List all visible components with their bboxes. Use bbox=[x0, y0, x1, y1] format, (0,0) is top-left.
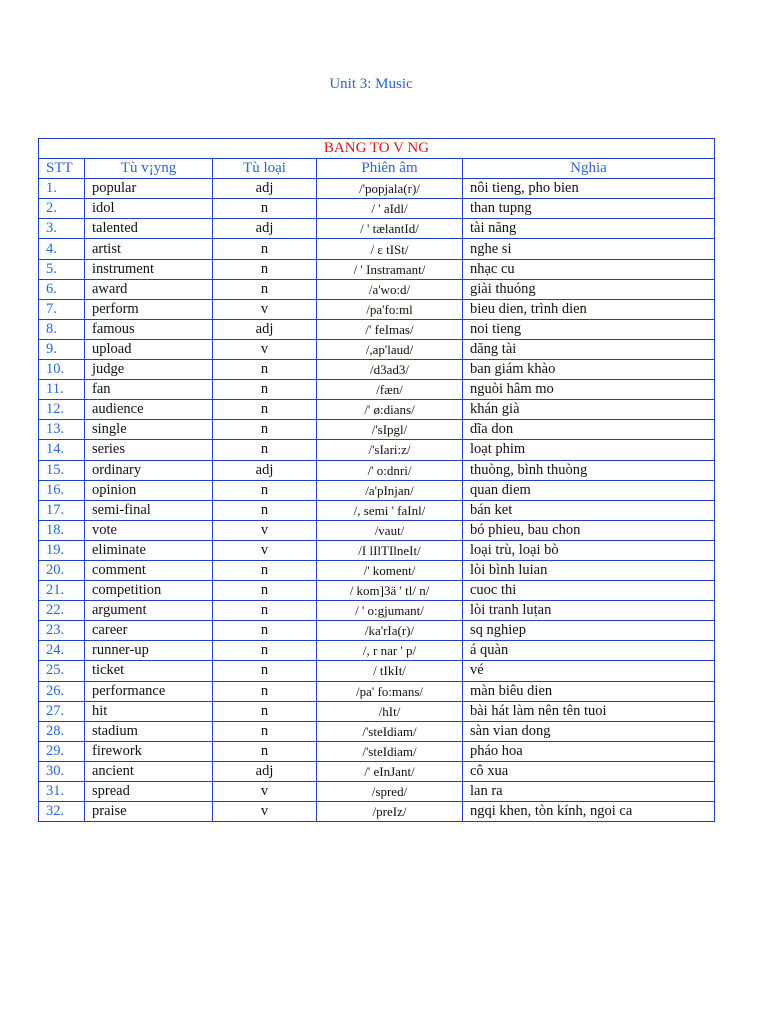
part-of-speech: adj bbox=[213, 179, 317, 199]
table-row bbox=[39, 701, 715, 721]
table-row bbox=[39, 560, 715, 580]
row-number: 2. bbox=[39, 199, 85, 219]
table-row bbox=[39, 480, 715, 500]
table-row bbox=[39, 219, 715, 239]
vocabulary-table bbox=[38, 138, 715, 822]
phonetic: /'steIdiam/ bbox=[317, 741, 463, 761]
table-row bbox=[39, 420, 715, 440]
row-number: 30. bbox=[39, 761, 85, 781]
phonetic: /spred/ bbox=[317, 782, 463, 802]
part-of-speech: v bbox=[213, 802, 317, 822]
phonetic: / ' aIdl/ bbox=[317, 199, 463, 219]
row-number: 6. bbox=[39, 279, 85, 299]
row-number: 11. bbox=[39, 380, 85, 400]
part-of-speech: adj bbox=[213, 319, 317, 339]
meaning: tài năng bbox=[463, 219, 715, 239]
meaning: sq nghiep bbox=[463, 621, 715, 641]
vocab-word: popular bbox=[85, 179, 213, 199]
part-of-speech: v bbox=[213, 299, 317, 319]
meaning: bài hát làm nên tên tuoi bbox=[463, 701, 715, 721]
row-number: 4. bbox=[39, 239, 85, 259]
meaning: dĩa don bbox=[463, 420, 715, 440]
meaning: lan ra bbox=[463, 782, 715, 802]
vocab-word: perform bbox=[85, 299, 213, 319]
phonetic: /a'wo:d/ bbox=[317, 279, 463, 299]
phonetic: /' ø:dians/ bbox=[317, 400, 463, 420]
row-number: 23. bbox=[39, 621, 85, 641]
meaning: vé bbox=[463, 661, 715, 681]
row-number: 10. bbox=[39, 360, 85, 380]
row-number: 29. bbox=[39, 741, 85, 761]
vocab-word: spread bbox=[85, 782, 213, 802]
phonetic: /d3ad3/ bbox=[317, 360, 463, 380]
header-ipa: Phiên âm bbox=[317, 159, 463, 179]
phonetic: /I lIlTIlneIt/ bbox=[317, 540, 463, 560]
meaning: loạt phim bbox=[463, 440, 715, 460]
vocab-word: ancient bbox=[85, 761, 213, 781]
row-number: 13. bbox=[39, 420, 85, 440]
vocab-word: series bbox=[85, 440, 213, 460]
row-number: 14. bbox=[39, 440, 85, 460]
table-row bbox=[39, 239, 715, 259]
meaning: bán ket bbox=[463, 500, 715, 520]
table-title-row bbox=[39, 139, 715, 159]
phonetic: / ' o:gjumant/ bbox=[317, 601, 463, 621]
vocab-word: artist bbox=[85, 239, 213, 259]
row-number: 16. bbox=[39, 480, 85, 500]
meaning: khán già bbox=[463, 400, 715, 420]
table-row bbox=[39, 601, 715, 621]
phonetic: /'popjala(r)/ bbox=[317, 179, 463, 199]
vocab-word: eliminate bbox=[85, 540, 213, 560]
meaning: pháo hoa bbox=[463, 741, 715, 761]
part-of-speech: n bbox=[213, 500, 317, 520]
meaning: dăng tài bbox=[463, 339, 715, 359]
phonetic: /a'pInjan/ bbox=[317, 480, 463, 500]
phonetic: /, r nar ' p/ bbox=[317, 641, 463, 661]
row-number: 7. bbox=[39, 299, 85, 319]
part-of-speech: n bbox=[213, 621, 317, 641]
row-number: 22. bbox=[39, 601, 85, 621]
table-row bbox=[39, 279, 715, 299]
vocab-word: fan bbox=[85, 380, 213, 400]
table-row bbox=[39, 540, 715, 560]
part-of-speech: n bbox=[213, 259, 317, 279]
table-header-row bbox=[39, 159, 715, 179]
phonetic: /,ap'laud/ bbox=[317, 339, 463, 359]
row-number: 20. bbox=[39, 560, 85, 580]
vocab-word: audience bbox=[85, 400, 213, 420]
phonetic: /' eInJant/ bbox=[317, 761, 463, 781]
row-number: 31. bbox=[39, 782, 85, 802]
table-row bbox=[39, 641, 715, 661]
part-of-speech: n bbox=[213, 360, 317, 380]
part-of-speech: n bbox=[213, 581, 317, 601]
part-of-speech: n bbox=[213, 199, 317, 219]
vocab-word: performance bbox=[85, 681, 213, 701]
header-word: Tù v¡yng bbox=[85, 159, 213, 179]
vocab-word: talented bbox=[85, 219, 213, 239]
page-title: Unit 3: Music bbox=[329, 76, 413, 92]
part-of-speech: n bbox=[213, 440, 317, 460]
table-row bbox=[39, 299, 715, 319]
table-row bbox=[39, 360, 715, 380]
table-row bbox=[39, 741, 715, 761]
vocab-word: firework bbox=[85, 741, 213, 761]
row-number: 28. bbox=[39, 721, 85, 741]
table-row bbox=[39, 802, 715, 822]
vocab-word: semi-final bbox=[85, 500, 213, 520]
vocab-word: instrument bbox=[85, 259, 213, 279]
meaning: thuòng, bình thuòng bbox=[463, 460, 715, 480]
meaning: nguòi hâm mo bbox=[463, 380, 715, 400]
phonetic: / kom]3ä ' tl/ n/ bbox=[317, 581, 463, 601]
phonetic: /'sIari:z/ bbox=[317, 440, 463, 460]
row-number: 3. bbox=[39, 219, 85, 239]
vocab-word: opinion bbox=[85, 480, 213, 500]
vocab-word: ordinary bbox=[85, 460, 213, 480]
part-of-speech: n bbox=[213, 560, 317, 580]
meaning: cuoc thi bbox=[463, 581, 715, 601]
vocab-word: upload bbox=[85, 339, 213, 359]
row-number: 5. bbox=[39, 259, 85, 279]
part-of-speech: n bbox=[213, 400, 317, 420]
meaning: than tupng bbox=[463, 199, 715, 219]
phonetic: /' o:dnri/ bbox=[317, 460, 463, 480]
row-number: 18. bbox=[39, 520, 85, 540]
vocab-word: judge bbox=[85, 360, 213, 380]
row-number: 32. bbox=[39, 802, 85, 822]
table-row bbox=[39, 782, 715, 802]
table-row bbox=[39, 440, 715, 460]
table-row bbox=[39, 319, 715, 339]
phonetic: /' feImas/ bbox=[317, 319, 463, 339]
vocab-word: career bbox=[85, 621, 213, 641]
vocab-word: runner-up bbox=[85, 641, 213, 661]
table-row bbox=[39, 380, 715, 400]
table-row bbox=[39, 179, 715, 199]
vocab-word: argument bbox=[85, 601, 213, 621]
part-of-speech: n bbox=[213, 741, 317, 761]
vocab-word: praise bbox=[85, 802, 213, 822]
phonetic: /ka'rIa(r)/ bbox=[317, 621, 463, 641]
part-of-speech: n bbox=[213, 701, 317, 721]
meaning: quan diem bbox=[463, 480, 715, 500]
meaning: bieu dien, trình dien bbox=[463, 299, 715, 319]
phonetic: /pa' fo:mans/ bbox=[317, 681, 463, 701]
table-row bbox=[39, 621, 715, 641]
phonetic: /'sIpgl/ bbox=[317, 420, 463, 440]
vocab-word: comment bbox=[85, 560, 213, 580]
meaning: cô xua bbox=[463, 761, 715, 781]
meaning: bó phieu, bau chon bbox=[463, 520, 715, 540]
part-of-speech: n bbox=[213, 641, 317, 661]
meaning: loại trù, loại bò bbox=[463, 540, 715, 560]
table-row bbox=[39, 681, 715, 701]
phonetic: / ' Instramant/ bbox=[317, 259, 463, 279]
table-row bbox=[39, 520, 715, 540]
part-of-speech: n bbox=[213, 661, 317, 681]
phonetic: / tIkIt/ bbox=[317, 661, 463, 681]
table-row bbox=[39, 199, 715, 219]
vocab-word: award bbox=[85, 279, 213, 299]
vocab-word: competition bbox=[85, 581, 213, 601]
row-number: 27. bbox=[39, 701, 85, 721]
meaning: nhạc cu bbox=[463, 259, 715, 279]
phonetic: /vaut/ bbox=[317, 520, 463, 540]
table-row bbox=[39, 400, 715, 420]
row-number: 19. bbox=[39, 540, 85, 560]
row-number: 17. bbox=[39, 500, 85, 520]
vocab-word: vote bbox=[85, 520, 213, 540]
phonetic: /preIz/ bbox=[317, 802, 463, 822]
table-row bbox=[39, 259, 715, 279]
phonetic: /, semi ' faInl/ bbox=[317, 500, 463, 520]
phonetic: /hIt/ bbox=[317, 701, 463, 721]
row-number: 1. bbox=[39, 179, 85, 199]
part-of-speech: v bbox=[213, 540, 317, 560]
row-number: 8. bbox=[39, 319, 85, 339]
phonetic: /'steIdiam/ bbox=[317, 721, 463, 741]
part-of-speech: v bbox=[213, 520, 317, 540]
row-number: 24. bbox=[39, 641, 85, 661]
part-of-speech: n bbox=[213, 480, 317, 500]
phonetic: / ε tISt/ bbox=[317, 239, 463, 259]
row-number: 12. bbox=[39, 400, 85, 420]
part-of-speech: v bbox=[213, 339, 317, 359]
vocab-word: hit bbox=[85, 701, 213, 721]
row-number: 21. bbox=[39, 581, 85, 601]
table-row bbox=[39, 500, 715, 520]
phonetic: / ' tælantId/ bbox=[317, 219, 463, 239]
meaning: giài thuóng bbox=[463, 279, 715, 299]
table-row bbox=[39, 661, 715, 681]
part-of-speech: v bbox=[213, 782, 317, 802]
vocab-word: stadium bbox=[85, 721, 213, 741]
table-row bbox=[39, 460, 715, 480]
phonetic: /fæn/ bbox=[317, 380, 463, 400]
row-number: 25. bbox=[39, 661, 85, 681]
row-number: 15. bbox=[39, 460, 85, 480]
meaning: sàn vian dong bbox=[463, 721, 715, 741]
meaning: ban giám khào bbox=[463, 360, 715, 380]
part-of-speech: adj bbox=[213, 219, 317, 239]
part-of-speech: n bbox=[213, 239, 317, 259]
table-row bbox=[39, 339, 715, 359]
vocab-word: single bbox=[85, 420, 213, 440]
phonetic: /pa'fo:ml bbox=[317, 299, 463, 319]
meaning: nôi tieng, pho bien bbox=[463, 179, 715, 199]
meaning: á quàn bbox=[463, 641, 715, 661]
table-title: BANG TO V NG bbox=[39, 139, 715, 159]
meaning: noi tieng bbox=[463, 319, 715, 339]
part-of-speech: n bbox=[213, 721, 317, 741]
meaning: lòi tranh luṭan bbox=[463, 601, 715, 621]
meaning: lòi bình luian bbox=[463, 560, 715, 580]
part-of-speech: n bbox=[213, 601, 317, 621]
meaning: nghe si bbox=[463, 239, 715, 259]
vocab-word: idol bbox=[85, 199, 213, 219]
part-of-speech: n bbox=[213, 420, 317, 440]
meaning: màn biêu dien bbox=[463, 681, 715, 701]
part-of-speech: adj bbox=[213, 761, 317, 781]
table-row bbox=[39, 761, 715, 781]
part-of-speech: n bbox=[213, 380, 317, 400]
header-meaning: Nghia bbox=[463, 159, 715, 179]
vocab-word: famous bbox=[85, 319, 213, 339]
row-number: 26. bbox=[39, 681, 85, 701]
table-row bbox=[39, 581, 715, 601]
vocab-word: ticket bbox=[85, 661, 213, 681]
header-stt: STT bbox=[39, 159, 85, 179]
phonetic: /' koment/ bbox=[317, 560, 463, 580]
part-of-speech: n bbox=[213, 681, 317, 701]
table-row bbox=[39, 721, 715, 741]
part-of-speech: adj bbox=[213, 460, 317, 480]
row-number: 9. bbox=[39, 339, 85, 359]
header-pos: Tù loại bbox=[213, 159, 317, 179]
part-of-speech: n bbox=[213, 279, 317, 299]
meaning: ngqi khen, tòn kính, ngoi ca bbox=[463, 802, 715, 822]
